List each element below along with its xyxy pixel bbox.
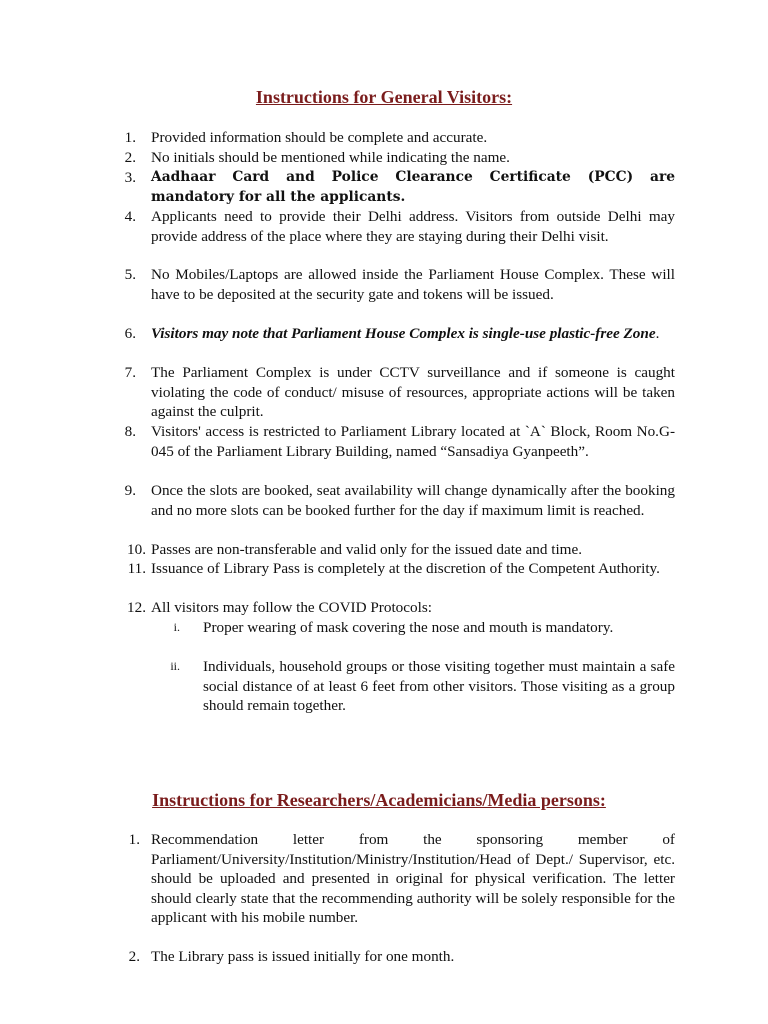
list-item: Passes are non-transferable and valid only for the issued date and time. (151, 541, 583, 558)
list-item-number: 11. (127, 560, 146, 577)
list-item-bold-italic: Visitors may note that Parliament House Complex is single-use plastic-free Zone (151, 325, 656, 342)
sub-list-item-number: ii. (170, 659, 180, 673)
list-item: All visitors may follow the COVID Protocols: (151, 599, 432, 616)
list-item-number: 9. (124, 482, 136, 499)
list-item-number: 5. (124, 266, 136, 283)
list-item: Provided information should be complete and accurate. (151, 129, 488, 146)
list-item-number: 8. (124, 423, 136, 440)
researchers-heading: Instructions for Researchers/Academicians/Media persons: (152, 790, 606, 810)
list-item: Recommendation letter from the sponsoring member of Parliament/University/Institution/Ministry/Institution/Head of Dept./ Supervisor, etc. should be uploaded and presented in original for physical verification. The letter should clearly state that the recommending authority will be solely responsible for the applicant with his mobile number. (151, 831, 675, 927)
list-item-number: 4. (124, 208, 136, 225)
list-item-number: 2. (124, 149, 136, 166)
list-item-suffix: . (655, 325, 660, 342)
list-item: The Library pass is issued initially for one month. (151, 948, 455, 965)
list-item-number: 3. (124, 169, 136, 186)
list-item: No initials should be mentioned while indicating the name. (151, 149, 510, 166)
list-item-number: 2. (128, 948, 140, 965)
list-item: Issuance of Library Pass is completely at the discretion of the Competent Authority. (151, 560, 660, 577)
list-item: Applicants need to provide their Delhi address. Visitors from outside Delhi may provide address of the place where they are staying during their Delhi visit. (151, 208, 675, 245)
list-item-number: 6. (124, 325, 136, 342)
list-item: Once the slots are booked, seat availability will change dynamically after the booking and no more slots can be booked further for the day if maximum limit is reached. (151, 482, 675, 519)
list-item-number: 1. (128, 831, 140, 848)
list-item-number: 10. (127, 541, 146, 558)
list-item-number: 1. (124, 129, 136, 146)
list-item: Visitors' access is restricted to Parliament Library located at `A` Block, Room No.G-045 of the Parliament Library Building, named “Sansadiya Gyanpeeth”. (151, 423, 675, 460)
list-item-number: 12. (127, 599, 146, 616)
sub-list-item: Individuals, household groups or those visiting together must maintain a safe social distance of at least 6 feet from other visitors. Those visiting as a group should remain together. (203, 658, 675, 715)
list-item: The Parliament Complex is under CCTV surveillance and if someone is caught violating the code of conduct/ misuse of resources, appropriate actions will be taken against the culprit. (151, 364, 675, 421)
list-item: No Mobiles/Laptops are allowed inside the Parliament House Complex. These will have to be deposited at the security gate and tokens will be issued. (151, 266, 675, 303)
sub-list-item: Proper wearing of mask covering the nose and mouth is mandatory. (203, 619, 614, 636)
list-item (151, 324, 675, 344)
sub-list-item-number: i. (173, 620, 180, 634)
general-visitors-heading: Instructions for General Visitors: (255, 87, 513, 107)
list-item-bold: Aadhaar Card and Police Clearance Certificate (PCC) are mandatory for all the applicants. (151, 169, 675, 205)
list-item-number: 7. (124, 364, 136, 381)
